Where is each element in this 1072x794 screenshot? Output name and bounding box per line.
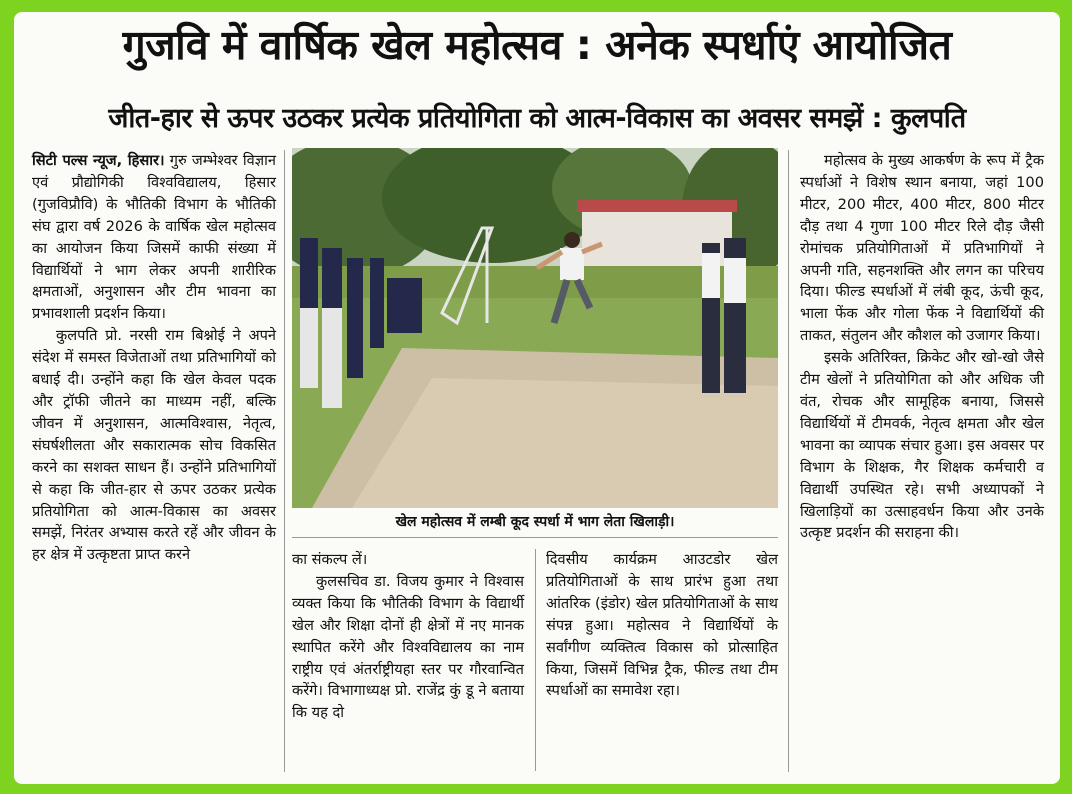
long-jump-scene xyxy=(292,148,778,508)
column-4 xyxy=(800,150,1044,544)
long-jump-photo xyxy=(292,148,778,508)
intro-text: गुरु जम्भेश्वर विज्ञान एवं प्रौद्योगिकी विश्वविद्यालय, हिसार (गुजविप्रौवि) के भौतिकी विभाग के भौतिकी संघ द्वारा वर्ष 2026 के वार्षिक खेल महोत्सव का आयोजन किया जिसमें काफी संख्या में विद्यार्थियों ने भाग लेकर अपनी शारीरिक क्षमताओं, अनुशासन और टीम भावना का प्रभावशाली प्रदर्शन किया। xyxy=(32,152,276,323)
newspaper-clipping xyxy=(14,12,1060,784)
continued-paragraph: का संकल्प लें। xyxy=(292,551,368,568)
dateline: सिटी पल्स न्यूज, हिसार। xyxy=(32,152,165,169)
column-divider xyxy=(788,150,789,772)
column-divider xyxy=(284,150,285,772)
team-games-paragraph: इसके अतिरिक्त, क्रिकेट और खो-खो जैसे टीम खेलों ने प्रतियोगिता को और अधिक जी वंत, रोचक और सामूहिक बनाया, जिससे विद्यार्थियों में टीमवर्क, नेतृत्व क्षमता और खेल भावना का व्यापक संचार हुआ। इस अवसर पर विभाग के शिक्षक, गैर शिक्षक कर्मचारी व विद्यार्थी उपस्थित रहे। सभी अध्यापकों ने खिलाड़ियों का उत्साहवर्धन किया और उनके उत्कृष्ट प्रदर्शन की सराहना की। xyxy=(800,349,1044,542)
program-paragraph: दिवसीय कार्यक्रम आउटडोर खेल प्रतियोगिताओं के साथ प्रारंभ हुआ तथा आंतरिक (इंडोर) खेल प्रतियोगिताओं के साथ संपन्न हुआ। महोत्सव ने विद्यार्थियों के सर्वांगीण व्यक्तित्व विकास को प्रोत्साहित किया, जिसमें विभिन्न ट्रैक, फील्ड तथा टीम स्पर्धाओं का समावेश रहा। xyxy=(546,551,778,700)
headline: गुजवि में वार्षिक खेल महोत्सव : अनेक स्पर्धाएं आयोजित xyxy=(122,21,952,69)
vc-paragraph: कुलपति प्रो. नरसी राम बिश्नोई ने अपने संदेश में समस्त विजेताओं तथा प्रतिभागियों को बधाई दी। उन्होंने कहा कि खेल केवल पदक और ट्रॉफी जीतने का माध्यम नहीं, बल्कि जीवन में अनुशासन, आत्मविश्वास, नेतृत्व, संघर्षशीलता और सकारात्मक सोच विकसित करने का सशक्त साधन हैं। उन्होंने प्रतिभागियों से कहा कि जीत-हार से ऊपर उठकर प्रत्येक प्रतियोगिता को आत्म-विकास का अवसर समझें, निरंतर अभ्यास करते रहें और जीवन के हर क्षेत्र में उत्कृष्टता प्राप्त करने xyxy=(32,327,276,564)
highlights-paragraph: महोत्सव के मुख्य आकर्षण के रूप में ट्रैक स्पर्धाओं ने विशेष स्थान बनाया, जहां 100 मीटर, 200 मीटर, 400 मीटर, 800 मीटर दौड़ तथा 4 गुणा 100 मीटर रिले दौड़ जैसी रोमांचक प्रतियोगिताओं में प्रतिभागियों ने अपनी गति, सहनशक्ति और लगन का परिचय दिया। फील्ड स्पर्धाओं में लंबी कूद, ऊंची कूद, भाला फेंक और गोला फेंक ने विद्यार्थियों की ताकत, संतुलन और कौशल को उजागर किया। xyxy=(800,152,1044,345)
intro-paragraph xyxy=(32,150,276,325)
registrar-paragraph: कुलसचिव डा. विजय कुमार ने विश्वास व्यक्त किया कि भौतिकी विभाग के विद्यार्थी खेल और शिक्षा दोनों ही क्षेत्रों में नए मानक स्थापित करेंगे और विश्वविद्यालय का नाम राष्ट्रीय एवं अंतर्राष्ट्रीयहा स्तर पर गौरवान्वित करेंगे। विभागाध्यक्ष प्रो. राजेंद्र कुं डू ने बताया कि यह दो xyxy=(292,572,524,722)
column-2 xyxy=(292,549,524,724)
column-divider xyxy=(535,549,536,771)
photo-caption: खेल महोत्सव में लम्बी कूद स्पर्धा में भाग लेता खिलाड़ी। xyxy=(292,512,778,538)
column-1 xyxy=(32,150,276,566)
column-3 xyxy=(546,549,778,702)
subheadline: जीत-हार से ऊपर उठकर प्रत्येक प्रतियोगिता को आत्म-विकास का अवसर समझें : कुलपति xyxy=(108,103,966,134)
